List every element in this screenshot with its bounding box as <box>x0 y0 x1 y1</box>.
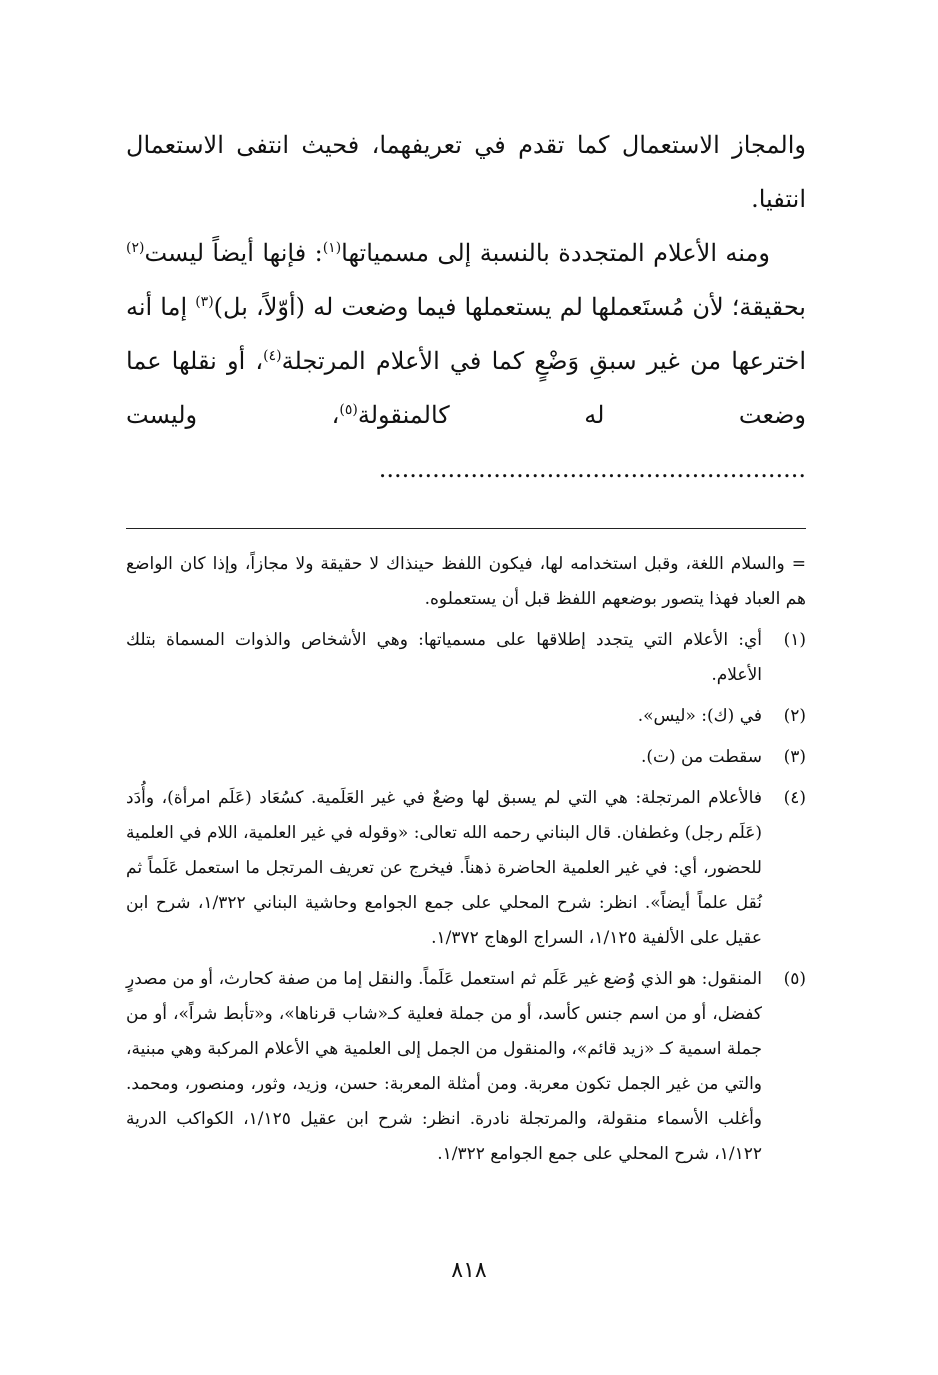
footnote-1 <box>126 623 806 693</box>
footnote-ref-1[interactable]: (١) <box>322 240 342 256</box>
continuation-dots: ........................................................ <box>378 455 806 483</box>
footnote-number: (٣) <box>783 747 806 767</box>
main-paragraph-2 <box>126 226 806 496</box>
footnote-continuation-text: = والسلام اللغة، وقبل استخدامه لها، فيكون اللفظ حينذاك لا حقيقة ولا مجازاً، وإذا كان الواضع هم العباد فهذا يتصور بوضعهم اللفظ قبل أن يستعملوه. <box>126 554 806 609</box>
footnote-2 <box>126 699 806 734</box>
main-text-segment: ، أو نقلها عما وضعت له كالمنقولة <box>126 347 807 429</box>
footnote-4 <box>126 781 806 956</box>
footnotes-section <box>126 547 806 1172</box>
main-text-segment: بحقيقة؛ لأن مُستَعملها لم يستعملها فيما وضعت له (أوّلاً، بل) <box>213 293 806 321</box>
footnote-ref-5[interactable]: (٥) <box>339 402 358 418</box>
footnote-ref-2[interactable]: (٢) <box>126 240 145 256</box>
footnote-5 <box>126 962 806 1172</box>
footnote-text: سقطت من (ت). <box>640 747 762 767</box>
footnote-text: المنقول: هو الذي وُضع غير عَلَم ثم استعمل عَلَماً. والنقل إما من صفة كحارث، أو من مصدرٍ كفضل، أو من اسم جنس كأسد، أو من جملة فعلية كـ«شاب قرناها»، و«تأبط شراً»، أو من جملة اسمية كـ «زيد قائم»، والمنقول من الجمل إلى العلمية هي الأعلام المركبة وهي مبنية، والتي من غير الجمل تكون معربة. ومن أمثلة المعربة: حسن، وزيد، وثور، ومنصور، ومحمد. وأغلب الأسماء منقولة، والمرتجلة نادرة. انظر: شرح ابن عقيل ١/١٢٥، الكواكب الدرية ١/١٢٢، شرح المحلي على جمع الجوامع ١/٣٢٢. <box>126 969 763 1164</box>
main-text-segment: إما أنه اخترعها من غير سبقِ وَضْعٍ كما في الأعلام المرتجلة <box>126 293 806 375</box>
footnote-number: (٢) <box>783 706 806 726</box>
main-text-segment: ، وليست <box>126 401 340 429</box>
footnote-number: (١) <box>783 630 806 650</box>
footnote-ref-3[interactable]: (٣) <box>195 294 214 310</box>
page-number: ٨١٨ <box>451 1258 487 1283</box>
main-text-segment: : فإنها أيضاً ليست <box>144 239 323 267</box>
footnote-3 <box>126 740 806 775</box>
footnote-text: في (ك): «ليس». <box>637 706 762 726</box>
main-text <box>126 118 806 496</box>
footnote-number: (٥) <box>783 969 806 989</box>
footnote-text: فالأعلام المرتجلة: هي التي لم يسبق لها وضعٌ في غير العَلَمية. كسُعَاد (عَلَم امرأة)، وأُدَد (عَلَم رجل) وغطفان. قال البناني رحمه الله تعالى: «وقوله في غير العلمية، اللام في العلمية للحضور، أي: في غير العلمية الحاضرة ذهناً. فيخرج عن تعريف المرتجل ما استعمل عَلَماً ثم نُقل علماً أيضاً». انظر: شرح المحلي على جمع الجوامع وحاشية البناني ١/٣٢٢، شرح ابن عقيل على الألفية ١/١٢٥، السراج الوهاج ١/٣٧٢. <box>126 788 762 948</box>
main-line-1: والمجاز الاستعمال كما تقدم في تعريفهما، فحيث انتفى الاستعمال انتفيا. <box>126 131 806 213</box>
footnote-text: أي: الأعلام التي يتجدد إطلاقها على مسمياتها: وهي الأشخاص والذوات المسماة بتلك الأعلام. <box>126 630 762 685</box>
footnote-ref-4[interactable]: (٤) <box>263 348 282 364</box>
footnote-number: (٤) <box>783 788 806 808</box>
main-text-segment: ومنه الأعلام المتجددة بالنسبة إلى مسمياتها <box>341 239 770 267</box>
page-content <box>126 118 806 1178</box>
footnote-continuation <box>126 547 806 617</box>
footnote-separator <box>126 528 806 529</box>
